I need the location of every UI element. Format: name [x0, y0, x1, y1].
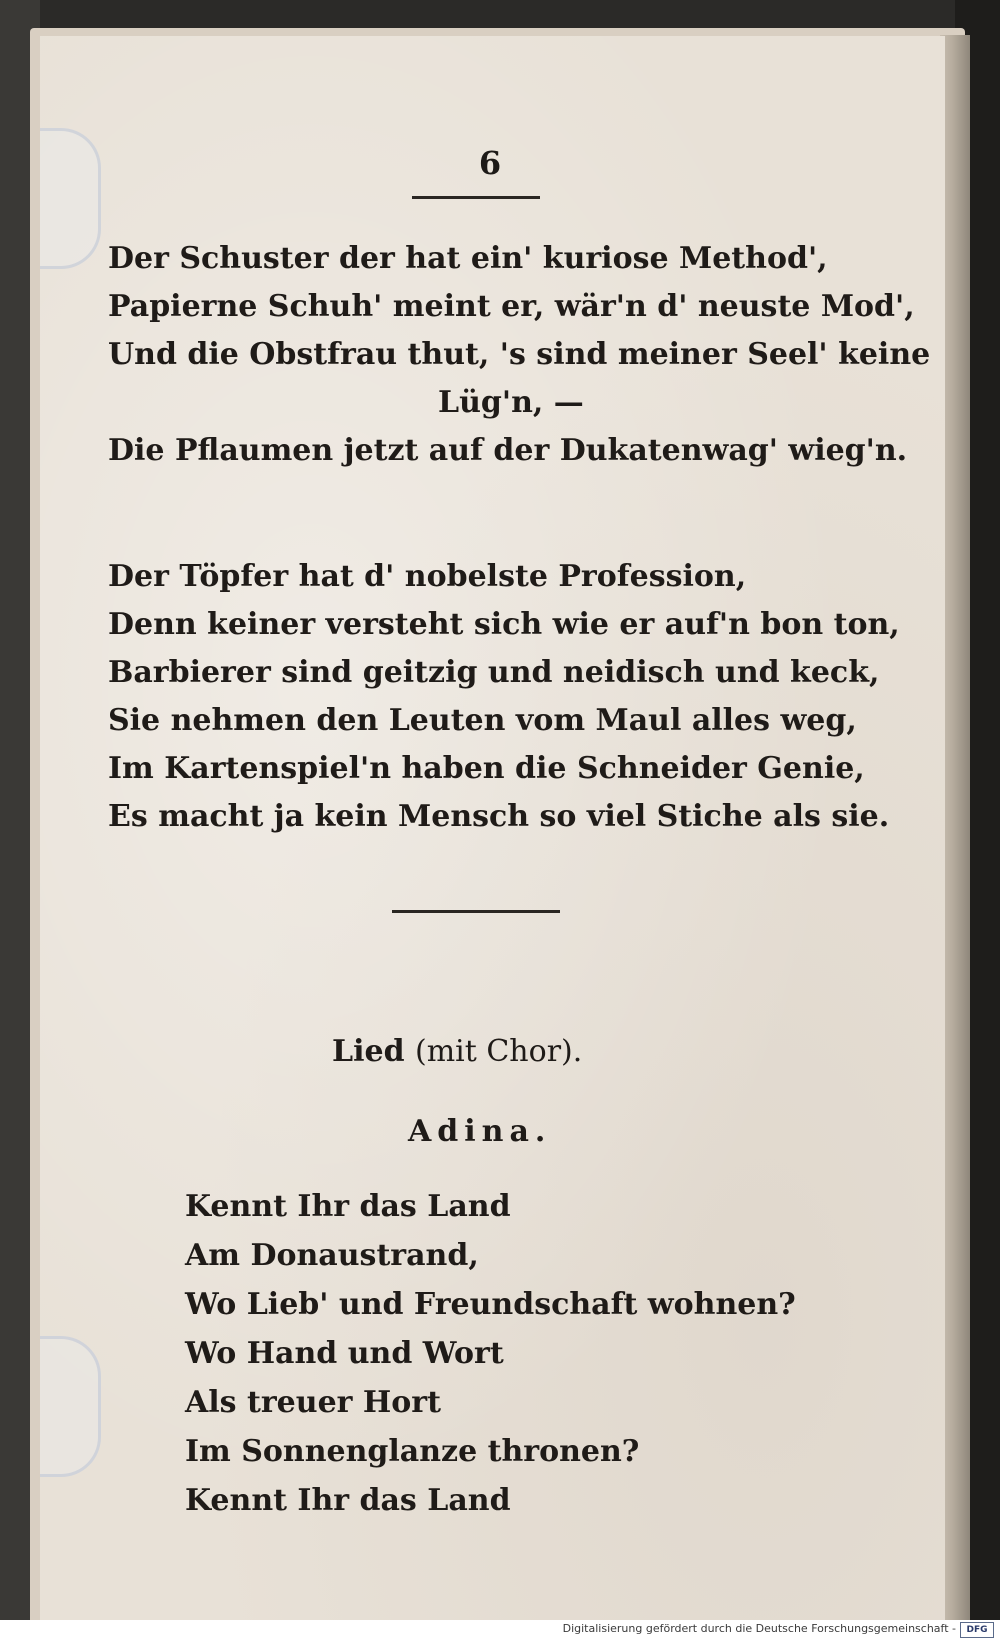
- stanza-line: Im Kartenspiel'n haben die Schneider Genie,: [108, 751, 865, 786]
- speaker-name: Adina.: [408, 1114, 552, 1149]
- song-subtitle: (mit Chor).: [415, 1034, 583, 1069]
- stanza-line: Lüg'n, —: [438, 385, 584, 420]
- stanza-line: Und die Obstfrau thut, 's sind meiner Seel' keine: [108, 337, 931, 372]
- book-page: [40, 36, 945, 1639]
- page-clip-icon: [40, 128, 101, 269]
- section-divider: [392, 910, 560, 913]
- verse-line: Im Sonnenglanze thronen?: [185, 1434, 640, 1469]
- stanza-line: Sie nehmen den Leuten vom Maul alles weg,: [108, 703, 857, 738]
- stanza-line: Der Töpfer hat d' nobelste Profession,: [108, 559, 747, 594]
- song-title: [332, 1034, 582, 1069]
- verse-line: Am Donaustrand,: [185, 1238, 479, 1273]
- verse-line: Wo Lieb' und Freundschaft wohnen?: [185, 1287, 796, 1322]
- stanza-2: [108, 553, 900, 841]
- stanza-line: Die Pflaumen jetzt auf der Dukatenwag' wieg'n.: [108, 433, 908, 468]
- header-rule: [412, 196, 540, 199]
- page-clip-icon: [40, 1336, 101, 1477]
- stanza-1: [108, 235, 931, 475]
- stanza-line: Barbierer sind geitzig und neidisch und keck,: [108, 655, 880, 690]
- verse-line: Kennt Ihr das Land: [185, 1189, 511, 1224]
- song-title-text: Lied: [332, 1034, 405, 1069]
- stanza-line: Denn keiner versteht sich wie er auf'n bon ton,: [108, 607, 900, 642]
- dfg-logo: DFG: [960, 1622, 994, 1638]
- footer-bar: [0, 1620, 1000, 1639]
- verse-line: Wo Hand und Wort: [185, 1336, 504, 1371]
- verse-line: Kennt Ihr das Land: [185, 1483, 511, 1518]
- stanza-line: Es macht ja kein Mensch so viel Stiche als sie.: [108, 799, 890, 834]
- stanza-line: Papierne Schuh' meint er, wär'n d' neuste Mod',: [108, 289, 915, 324]
- verse-line: Als treuer Hort: [185, 1385, 441, 1420]
- footer-credit: Digitalisierung gefördert durch die Deutsche Forschungsgemeinschaft -: [562, 1622, 956, 1635]
- stanza-line: Der Schuster der hat ein' kuriose Method',: [108, 241, 828, 276]
- page-number: 6: [478, 144, 502, 182]
- verse: [185, 1182, 796, 1525]
